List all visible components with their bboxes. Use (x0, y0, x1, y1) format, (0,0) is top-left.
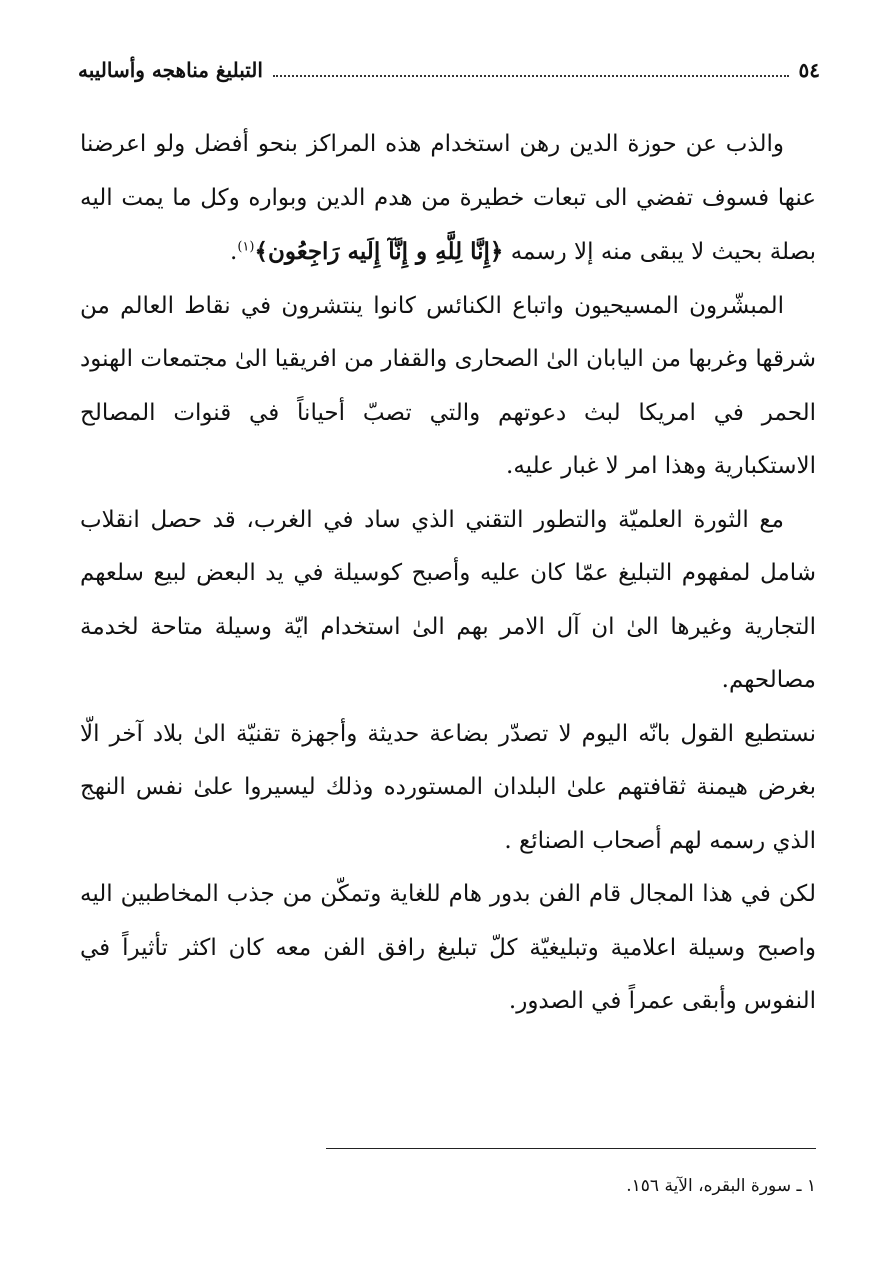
paragraph-5: لكن في هذا المجال قام الفن بدور هام للغاية وتمكّن من جذب المخاطبين اليه واصبح وسيلة اعلامية وتبليغيّة كلّ تبليغ رافق الفن معه كان اكثر تأثيراً في النفوس وأبقى عمراً في الصدور. (80, 881, 816, 1014)
paragraph-1-text: والذب عن حوزة الدين رهن استخدام هذه المراكز بنحو أفضل ولو اعرضنا عنها فسوف تفضي الى تبعات خطيرة من هدم الدين وبواره وكل ما يمت اليه بصلة بحيث لا يبقى منه إلا رسمه (80, 131, 816, 265)
paragraph-3: مع الثورة العلميّة والتطور التقني الذي ساد في الغرب، قد حصل انقلاب شامل لمفهوم التبليغ عمّا كان عليه وأصبح كوسيلة في يد البعض لبيع سلعهم التجارية وغيرها الىٰ ان آل الامر بهم الىٰ استخدام ايّة وسيلة متاحة لخدمة مصالحهم. (80, 506, 816, 693)
body-text (80, 118, 816, 1029)
running-title: التبليغ مناهجه وأساليبه (78, 58, 263, 82)
paragraph-1-end: . (230, 239, 238, 265)
footnote: ١ ـ سورة البقره، الآية ١٥٦. (626, 1176, 816, 1196)
quran-verse: ﴿إِنَّا لِلَّهِ و إِنَّآ إِلَيه رَاجِعُون﴾ (254, 238, 504, 265)
paragraph-4: نستطيع القول بانّه اليوم لا تصدّر بضاعة حديثة وأجهزة تقنيّة الىٰ بلاد آخر الّا بغرض هيمنة ثقافتهم علىٰ البلدان المستورده وذلك ليسيروا علىٰ نفس النهج الذي رسمه لهم أصحاب الصنائع . (80, 720, 816, 854)
page-header (78, 52, 820, 88)
footnote-reference: (١) (237, 239, 255, 255)
paragraph-2: المبشّرون المسيحيون واتباع الكنائس كانوا ينتشرون في نقاط العالم من شرقها وغربها من اليابان الىٰ الصحارى والقفار من افريقيا الىٰ مجتمعات الهنود الحمر في امريكا لبث دعوتهم والتي تصبّ أحياناً في قنوات المصالح الاستكبارية وهذا امر لا غبار عليه. (80, 292, 816, 479)
footnote-divider (326, 1148, 816, 1149)
header-dotted-leader (273, 75, 789, 77)
paragraph-1 (80, 118, 816, 280)
page-number: ٥٤ (798, 58, 820, 82)
